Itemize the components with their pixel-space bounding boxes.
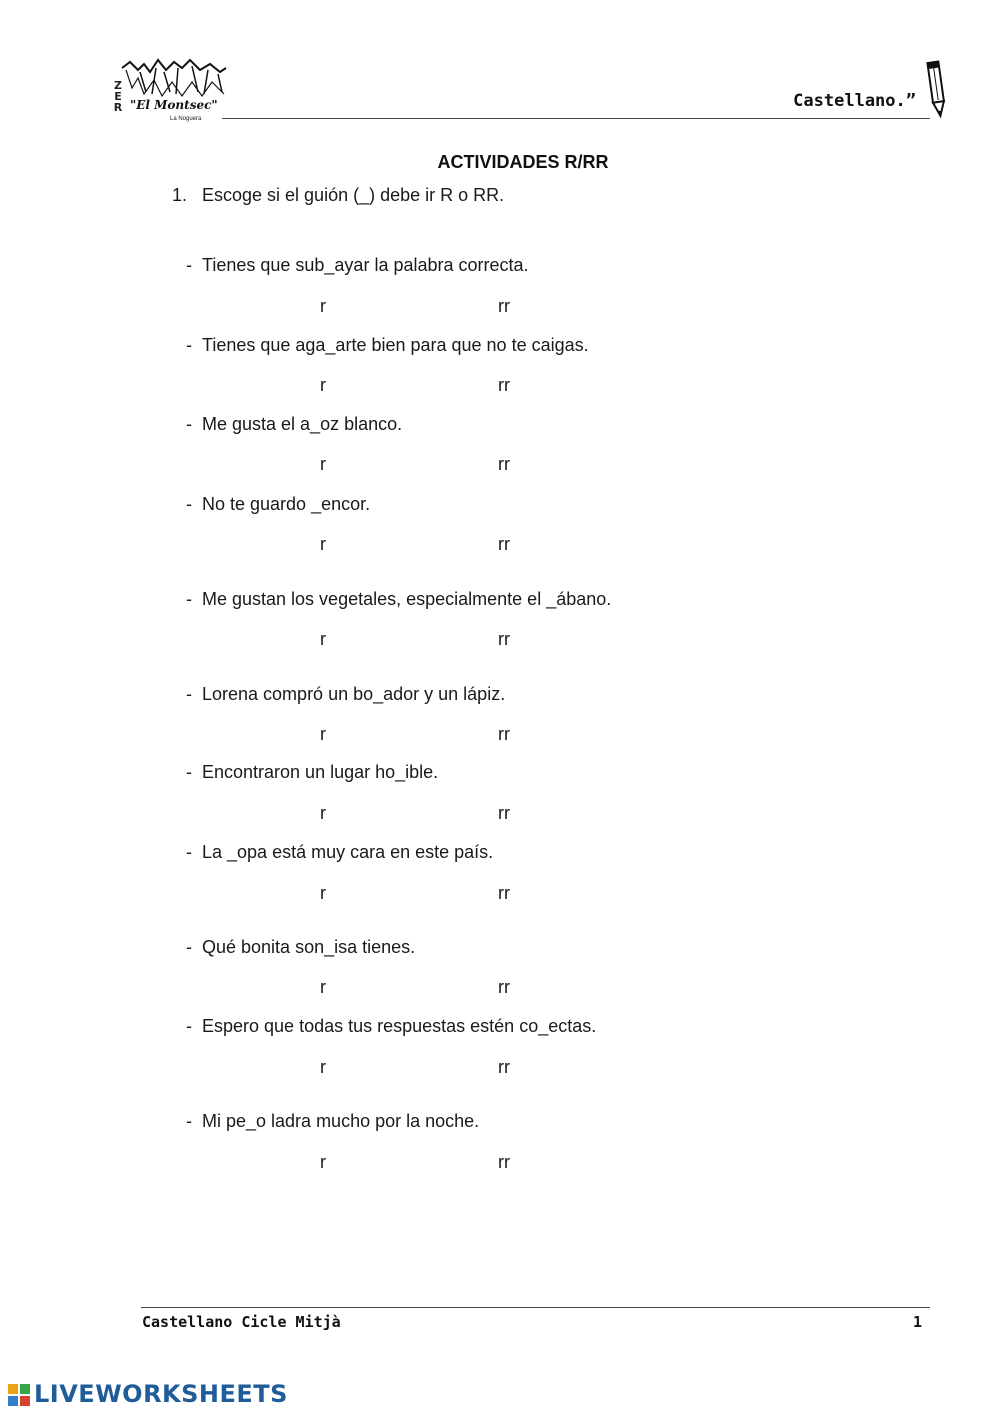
question-8: - La _opa está muy cara en este país.	[186, 842, 494, 862]
question-text: Espero que todas tus respuestas estén co_ectas.	[202, 1016, 597, 1036]
option-rr-10[interactable]: rr	[498, 1057, 510, 1077]
question-text: Tienes que aga_arte bien para que no te caigas.	[202, 335, 589, 355]
option-r-4[interactable]: r	[320, 534, 326, 554]
worksheet-title: ACTIVIDADES R/RR	[437, 152, 609, 172]
logo-zer-letters: Z E R	[113, 79, 123, 114]
logo-name: "El Montsec"	[130, 98, 218, 112]
option-r-1[interactable]: r	[320, 296, 326, 316]
question-text: Tienes que sub_ayar la palabra correcta.	[202, 255, 529, 275]
question-10: - Espero que todas tus respuestas estén co_ectas.	[186, 1016, 597, 1036]
option-rr-3[interactable]: rr	[498, 454, 510, 474]
question-1: - Tienes que sub_ayar la palabra correcta.	[186, 255, 529, 275]
question-9: - Qué bonita son_isa tienes.	[186, 937, 416, 957]
option-r-7[interactable]: r	[320, 803, 326, 823]
option-rr-11[interactable]: rr	[498, 1152, 510, 1172]
option-r-2[interactable]: r	[320, 375, 326, 395]
option-r-9[interactable]: r	[320, 977, 326, 997]
instruction	[172, 185, 504, 206]
option-rr-4[interactable]: rr	[498, 534, 510, 554]
question-2: - Tienes que aga_arte bien para que no te caigas.	[186, 335, 589, 355]
question-text: No te guardo _encor.	[202, 494, 371, 514]
school-logo	[112, 58, 227, 130]
question-text: Me gustan los vegetales, especialmente el _ábano.	[202, 589, 612, 609]
page-number: 1	[913, 1313, 923, 1331]
option-r-10[interactable]: r	[320, 1057, 326, 1077]
instruction-number: 1.	[172, 185, 188, 205]
question-4: - No te guardo _encor.	[186, 494, 371, 514]
question-text: Lorena compró un bo_ador y un lápiz.	[202, 684, 506, 704]
option-r-5[interactable]: r	[320, 629, 326, 649]
question-text: Encontraron un lugar ho_ible.	[202, 762, 439, 782]
question-11: - Mi pe_o ladra mucho por la noche.	[186, 1111, 480, 1131]
question-3: - Me gusta el a_oz blanco.	[186, 414, 403, 434]
question-text: Qué bonita son_isa tienes.	[202, 937, 416, 957]
option-rr-9[interactable]: rr	[498, 977, 510, 997]
option-rr-8[interactable]: rr	[498, 883, 510, 903]
option-r-3[interactable]: r	[320, 454, 326, 474]
header-divider	[222, 118, 930, 119]
logo-subtitle: La Noguera	[170, 116, 202, 122]
question-text: Me gusta el a_oz blanco.	[202, 414, 403, 434]
liveworksheets-logo-icon	[8, 1384, 32, 1408]
option-r-8[interactable]: r	[320, 883, 326, 903]
pencil-icon	[926, 58, 948, 118]
question-5: - Me gustan los vegetales, especialmente el _ábano.	[186, 589, 612, 609]
question-text: Mi pe_o ladra mucho por la noche.	[202, 1111, 480, 1131]
option-r-11[interactable]: r	[320, 1152, 326, 1172]
option-rr-6[interactable]: rr	[498, 724, 510, 744]
brand-wordmark: LIVEWORKSHEETS	[34, 1380, 288, 1408]
question-6: - Lorena compró un bo_ador y un lápiz.	[186, 684, 506, 704]
footer-course: Castellano Cicle Mitjà	[142, 1313, 341, 1331]
subject-label: Castellano.”	[793, 91, 916, 111]
option-rr-2[interactable]: rr	[498, 375, 510, 395]
question-text: La _opa está muy cara en este país.	[202, 842, 494, 862]
option-r-6[interactable]: r	[320, 724, 326, 744]
option-rr-7[interactable]: rr	[498, 803, 510, 823]
option-rr-5[interactable]: rr	[498, 629, 510, 649]
footer-divider	[141, 1307, 930, 1308]
question-7: - Encontraron un lugar ho_ible.	[186, 762, 439, 782]
option-rr-1[interactable]: rr	[498, 296, 510, 316]
mountain-icon	[120, 58, 228, 100]
instruction-text: Escoge si el guión (_) debe ir R o RR.	[202, 185, 505, 205]
